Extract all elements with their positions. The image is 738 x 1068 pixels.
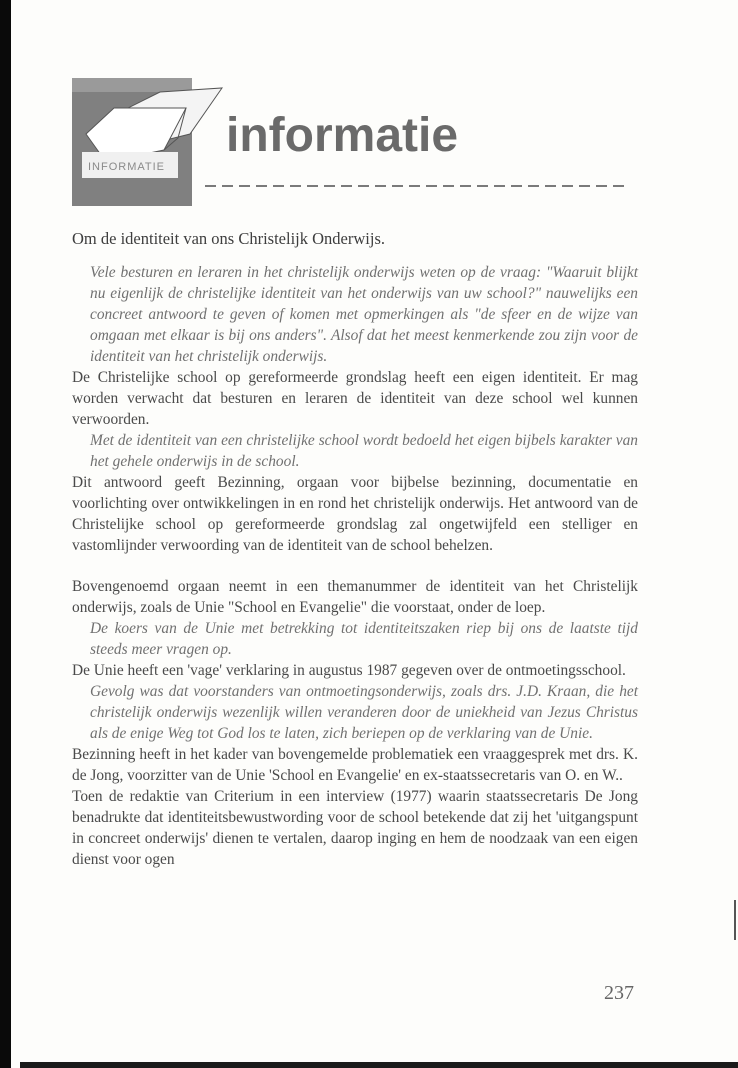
- quote-paragraph: Met de identiteit van een christelijke school wordt bedoeld het eigen bijbels karakter van het gehele onderwijs in de school.: [90, 432, 638, 470]
- body-paragraph: Bovengenoemd orgaan neemt in een themanummer de identiteit van het Christelijk onderwijs, zoals de Unie "School en Evangelie" die voorstaat, onder de loep.: [72, 578, 638, 616]
- body-paragraph: Dit antwoord geeft Bezinning, orgaan voor bijbelse bezinning, documentatie en voorlichting over ontwikkelingen in en rond het christelijk onderwijs. Het antwoord van de Christelijke school op gereformeerde grondslag zal ongetwijfeld een stelliger en vastomlijnder verwoording van de identiteit van de school behelzen.: [72, 474, 638, 554]
- scan-mark-right: [734, 900, 736, 940]
- body-paragraph: De Unie heeft een 'vage' verklaring in augustus 1987 gegeven over de ontmoetingsschool.: [72, 662, 626, 679]
- logo-label: INFORMATIE: [88, 161, 166, 173]
- paragraph-gap: [72, 556, 638, 576]
- quote-paragraph: Vele besturen en leraren in het christelijk onderwijs weten op de vraag: "Waaruit blijkt nu eigenlijk de christelijke identiteit van het onderwijs van uw school?" nauwelijks een concreet antwoord te geven of komen met opmerkingen als "de sfeer en de wijze van omgaan met elkaar is bij ons anders". Alsof dat het meest kenmerkende zou zijn voor de identiteit van het christelijk onderwijs.: [90, 264, 638, 365]
- body-paragraph: Bezinning heeft in het kader van bovengemelde problematiek een vraaggesprek met drs. K. de Jong, voorzitter van de Unie 'School en Evangelie' en ex-staatssecretaris van O. en W..: [72, 746, 638, 784]
- section-title: informatie: [226, 109, 459, 162]
- quote-paragraph: Gevolg was dat voorstanders van ontmoetingsonderwijs, zoals drs. J.D. Kraan, die het christelijk onderwijs wezenlijk willen veranderen door de uniekheid van Jezus Christus als de enige Weg tot God los te laten, zich beriepen op de verklaring van de Unie.: [90, 683, 638, 742]
- scan-edge-bottom: [20, 1062, 738, 1068]
- article-heading: Om de identiteit van ons Christelijk Onderwijs.: [72, 229, 386, 248]
- article-body: [72, 228, 638, 870]
- dashed-divider: [205, 180, 625, 192]
- body-paragraph: Toen de redaktie van Criterium in een interview (1977) waarin staatssecretaris De Jong benadrukte dat identiteitsbewustwording voor de school betekende dat zij het 'uitgangspunt in concreet onderwijs' dienen te vertalen, daarop inging en hem de noodzaak van een eigen dienst voor ogen: [72, 788, 638, 868]
- page-number: 237: [604, 982, 634, 1004]
- body-paragraph: De Christelijke school op gereformeerde grondslag heeft een eigen identiteit. Er mag worden verwacht dat besturen en leraren de identiteit van deze school wel kunnen verwoorden.: [72, 369, 638, 428]
- scan-edge-left: [0, 0, 11, 1068]
- quote-paragraph: De koers van de Unie met betrekking tot identiteitszaken riep bij ons de laatste tijd steeds meer vragen op.: [90, 620, 638, 658]
- article-paragraphs: [72, 262, 638, 870]
